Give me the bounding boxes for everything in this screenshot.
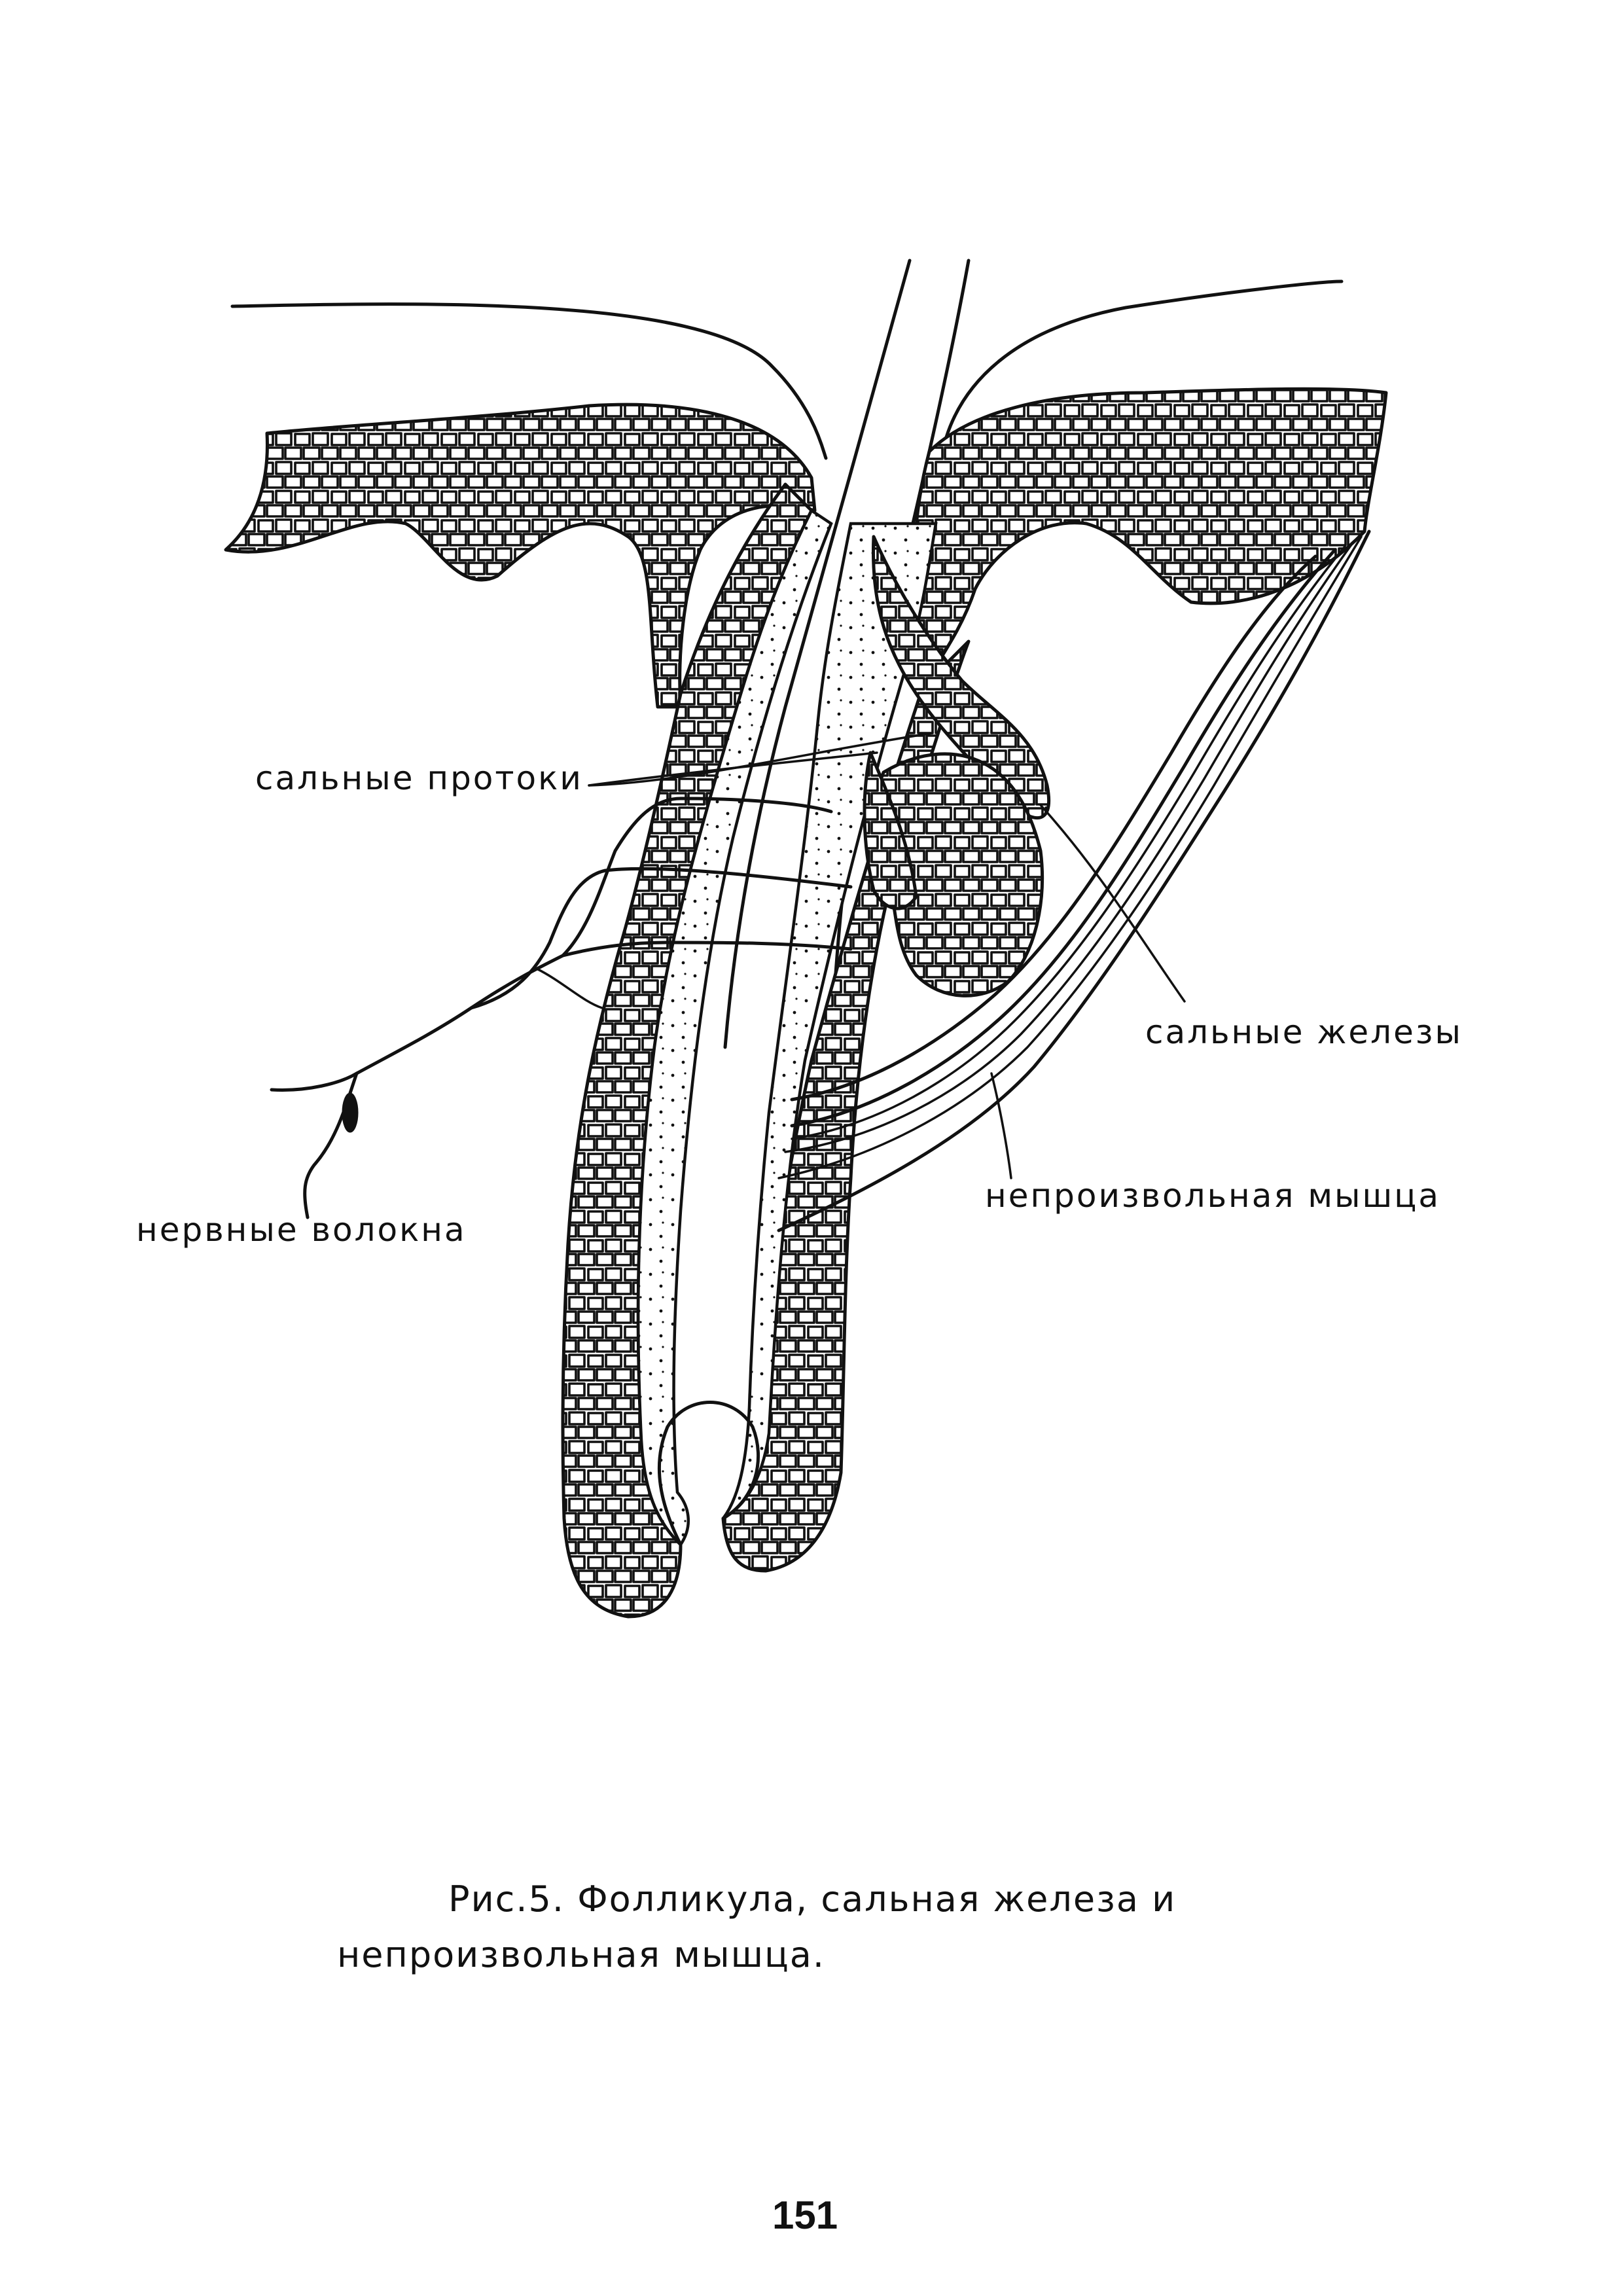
leader-glands bbox=[1041, 805, 1185, 1001]
page-number: 151 bbox=[772, 2193, 838, 2237]
label-sebaceous-ducts: сальные протоки bbox=[255, 759, 583, 797]
figure-caption-line-1: Рис.5. Фолликула, сальная железа и bbox=[448, 1878, 1177, 1920]
label-arrector-muscle: непроизвольная мышца bbox=[985, 1177, 1440, 1215]
label-sebaceous-glands: сальные железы bbox=[1145, 1013, 1463, 1051]
epidermis-right bbox=[914, 389, 1386, 687]
leader-muscle bbox=[991, 1073, 1011, 1178]
label-nerve-fibers: нервные волокна bbox=[136, 1211, 467, 1249]
figure-caption-line-2: непроизвольная мышца. bbox=[337, 1934, 826, 1975]
